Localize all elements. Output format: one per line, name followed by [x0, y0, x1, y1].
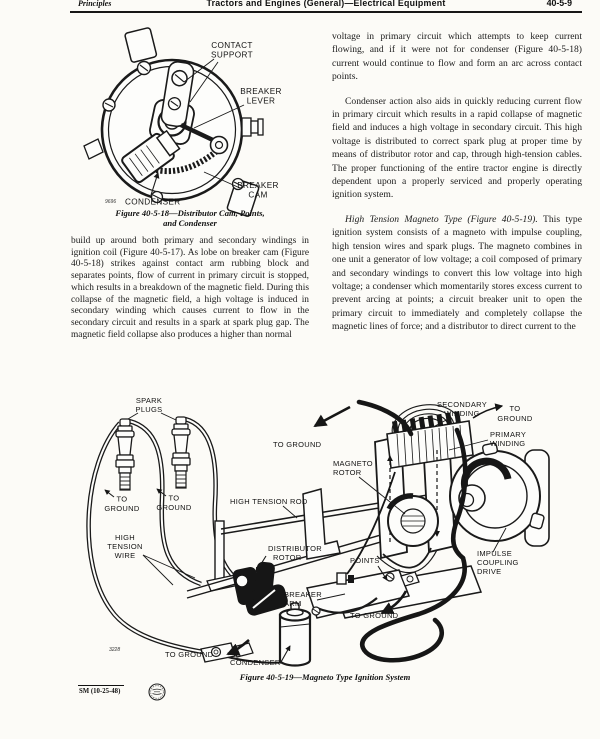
page-title: Tractors and Engines (General)—Electrical Equipment [206, 0, 446, 8]
figure-label: SUPPORT [211, 50, 253, 60]
text-column-right [332, 30, 582, 345]
figure-label: HIGH TENSION ROD [230, 497, 308, 506]
figure-label: ROTOR [333, 468, 362, 477]
header-section-label: Principles [78, 0, 112, 8]
figure-label: TO GROUND [165, 650, 214, 659]
figure-label: WIRE [114, 551, 136, 560]
figure-label: TO [168, 493, 180, 503]
figure-label: PLUGS [135, 405, 163, 414]
figure-label: BREAKER [237, 181, 279, 190]
figure-label: SPARK [135, 396, 163, 405]
paragraph-lead-italic: High Tension Magneto Type (Figure 40-5-19). [345, 213, 538, 225]
figure-label: IMPULSE [477, 549, 513, 558]
paragraph-rest: This type ignition system consists of a magneto with impulse coupling, high tension wires and spark plugs. The magneto combines in one unit a generator of low voltage; a coil composed of primary and secondary windings to convert this low voltage into high voltage; a condenser which momentarily stores excess current to prevent arcing at points; a circuit breaker unit to open the primary circuit to immediately and completely collapse the magnetic lines of force; and a distributor to direct current to the [332, 213, 582, 333]
header-rule [70, 11, 582, 13]
breaker-points [337, 573, 346, 584]
figure-label: PRIMARY [490, 430, 527, 439]
paragraph: build up around both primary and secondary windings in ignition coil (Figure 40-5-17). As lobe on breaker cam (Figure 40-5-18) strikes against contact arm rubbing block and separates points, flow of current in primary circuit is stopped, which results in a breakdown of the magnetic field. During this collapse of the magnetic field, a high voltage is induced in secondary winding which causes current to flow in the secondary circuit and results in a spark at spark plug gap. The magnetic field collapse also produces a higher than normal [71, 236, 309, 340]
figure-label: CONDENSER [230, 658, 281, 667]
figure-label: ARM [284, 599, 302, 608]
figure-label: BREAKER [240, 87, 282, 96]
text-column-left [71, 236, 309, 341]
figure-label: CAM [248, 190, 268, 200]
paragraph: Condenser action also aids in quickly reducing current flow in primary circuit which results in a rapid collapse of magnetic field and induces a high voltage in secondary circuit. This high voltage is distributed to correct spark plug at proper time by means of distributor rotor and cap, through high-tension cables. The proper functioning of the entire tractor engine is directly dependent upon a properly serviced and properly operating ignition system. [332, 95, 582, 201]
figure-label: TO [116, 494, 128, 504]
figure-40-5-19-magneto-diagram [69, 394, 581, 670]
header-page-number: 40-5-9 [546, 0, 572, 8]
figure-label: TENSION [107, 542, 143, 551]
figure-label: TO [509, 404, 521, 413]
high-tension-wires [89, 419, 249, 652]
figure-label: BREAKER [284, 590, 322, 599]
footer-code: SM (10-25-48) [78, 685, 124, 696]
figure-label: WINDING [490, 439, 526, 448]
figure-label: POINTS [350, 556, 380, 565]
figure-ref-number: 3228 [109, 647, 121, 653]
figure-label: CONTACT [211, 41, 253, 50]
magneto-assembly [303, 400, 473, 572]
figure-label: DISTRIBUTOR [268, 544, 322, 553]
figure-label: GROUND [104, 504, 140, 513]
spark-plug-right [172, 417, 190, 488]
magneto-rotor-drawing [388, 496, 438, 546]
figure-label: LEVER [246, 96, 276, 106]
deere-stamp-logo [147, 682, 167, 702]
figure-label: WINDING [444, 409, 480, 418]
figure-label: ROTOR [273, 553, 302, 562]
figure-label: DRIVE [477, 567, 502, 576]
figure-label: TO GROUND [273, 440, 322, 449]
figure-label: GROUND [497, 414, 533, 423]
figure-ref-number: 9696 [105, 199, 117, 205]
distributor-rotor-drawing [232, 561, 290, 617]
spark-plug-left [116, 419, 134, 490]
page-header [70, 0, 582, 11]
figure-caption-40-5-19: Figure 40-5-19—Magneto Type Ignition System [239, 672, 411, 682]
figure-label: MAGNETO [333, 459, 373, 468]
figure-label: COUPLING [477, 558, 519, 567]
figure-label: TO GROUND [350, 611, 399, 620]
figure-caption-40-5-18: Figure 40-5-18—Distributor Cam, Points, and Condenser [115, 208, 265, 228]
figure-label: GROUND [156, 503, 192, 512]
paragraph [332, 213, 582, 334]
figure-label: SECONDARY [436, 400, 488, 409]
figure-label: HIGH [115, 533, 135, 542]
paragraph: voltage in primary circuit which attempts to keep current flowing, and if it were not for condenser (Figure 40-5-18) current would continue to flow and form an arc across contact points. [332, 31, 582, 83]
figure-label: CONDENSER [125, 197, 181, 207]
figure-40-5-18-distributor-diagram [68, 26, 313, 212]
